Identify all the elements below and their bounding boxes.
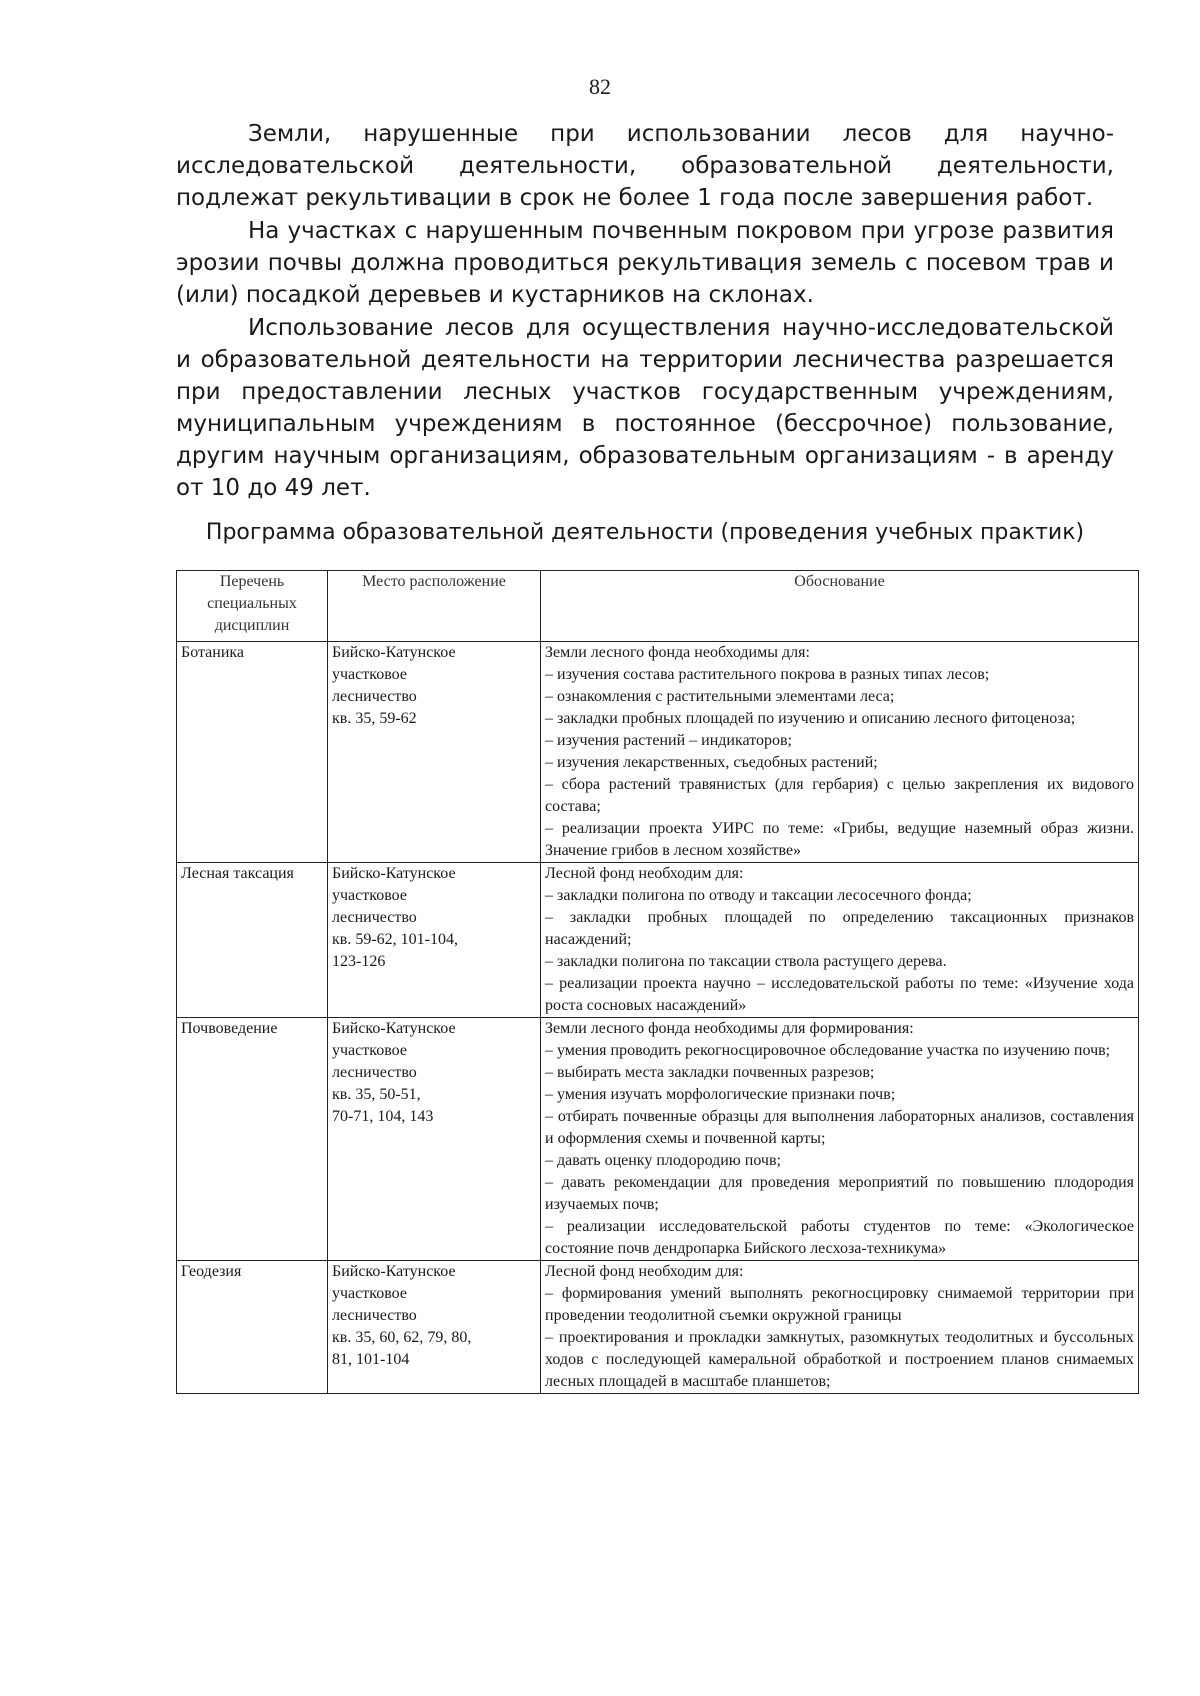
basis-line: – умения изучать морфологические признаки почв; [545, 1086, 896, 1103]
body-text [176, 118, 1114, 505]
table-row [177, 1018, 1139, 1261]
basis-line: – закладки полигона по таксации ствола растущего дерева. [545, 953, 947, 970]
basis-line: – отбирать почвенные образцы для выполнения лабораторных анализов, составления и оформления схемы и почвенной карты; [545, 1108, 1134, 1147]
basis-cell [541, 642, 1139, 863]
location-cell [328, 863, 541, 1018]
discipline-cell: Лесная таксация [177, 863, 328, 1018]
location-line: 70-71, 104, 143 [332, 1108, 434, 1125]
header-basis: Обоснование [541, 571, 1139, 642]
basis-line: – проектирования и прокладки замкнутых, разомкнутых теодолитных и буссольных ходов с последующей камеральной обработкой и построением планов снимаемых лесных площадей в масштабе планшетов; [545, 1329, 1134, 1390]
location-line: 81, 101-104 [332, 1351, 410, 1368]
header-location: Место расположение [328, 571, 541, 642]
table-row [177, 863, 1139, 1018]
location-line: лесничество [332, 1307, 417, 1324]
paragraph: Использование лесов для осуществления научно-исследовательской и образовательной деятельности на территории лесничества разрешается при предоставлении лесных участков государственным учреждениям, муниципальным учреждениям в постоянное (бессрочное) пользование, другим научным организациям, образовательным организациям - в аренду от 10 до 49 лет. [176, 315, 1114, 501]
header-disciplines: Перечень специальных дисциплин [177, 571, 328, 642]
location-line: участковое [332, 666, 407, 683]
location-line: Бийско-Катунское [332, 1020, 456, 1037]
location-line: лесничество [332, 688, 417, 705]
basis-line: – реализации исследовательской работы студентов по теме: «Экологическое состояние почв дендропарка Бийского лесхоза-техникума» [545, 1218, 1134, 1257]
basis-line: – изучения состава растительного покрова в разных типах лесов; [545, 666, 990, 683]
paragraph: Земли, нарушенные при использовании лесов для научно-исследовательской деятельности, образовательной деятельности, подлежат рекультивации в срок не более 1 года после завершения работ. [176, 121, 1114, 211]
location-line: 123-126 [332, 953, 386, 970]
location-line: участковое [332, 887, 407, 904]
basis-line: – давать рекомендации для проведения мероприятий по повышению плодородия изучаемых почв; [545, 1174, 1134, 1213]
table-header-row [177, 571, 1139, 642]
basis-line: – закладки пробных площадей по определению таксационных признаков насаждений; [545, 909, 1134, 948]
location-cell [328, 642, 541, 863]
discipline-cell: Геодезия [177, 1261, 328, 1394]
location-line: Бийско-Катунское [332, 865, 456, 882]
basis-cell [541, 863, 1139, 1018]
basis-cell [541, 1261, 1139, 1394]
basis-line: – изучения лекарственных, съедобных растений; [545, 754, 878, 771]
basis-line: – закладки пробных площадей по изучению и описанию лесного фитоценоза; [545, 710, 1076, 727]
basis-line: – реализации проекта научно – исследовательской работы по теме: «Изучение хода роста сосновых насаждений» [545, 975, 1134, 1014]
table-title: Программа образовательной деятельности (проведения учебных практик) [205, 520, 1085, 545]
location-line: лесничество [332, 1064, 417, 1081]
location-line: Бийско-Катунское [332, 1263, 456, 1280]
basis-line: – давать оценку плодородию почв; [545, 1152, 781, 1169]
page-number: 82 [589, 74, 611, 99]
basis-line: Лесной фонд необходим для: [545, 1263, 744, 1280]
basis-line: – изучения растений – индикаторов; [545, 732, 792, 749]
location-line: кв. 35, 60, 62, 79, 80, [332, 1329, 472, 1346]
location-line: кв. 59-62, 101-104, [332, 931, 458, 948]
basis-line: Земли лесного фонда необходимы для: [545, 644, 810, 661]
basis-cell [541, 1018, 1139, 1261]
education-program-table [176, 570, 1139, 1394]
discipline-cell: Ботаника [177, 642, 328, 863]
location-line: кв. 35, 50-51, [332, 1086, 421, 1103]
table-row [177, 642, 1139, 863]
location-line: участковое [332, 1285, 407, 1302]
basis-line: Лесной фонд необходим для: [545, 865, 744, 882]
basis-line: – закладки полигона по отводу и таксации лесосечного фонда; [545, 887, 972, 904]
basis-line: – ознакомления с растительными элементами леса; [545, 688, 895, 705]
basis-line: – реализации проекта УИРС по теме: «Грибы, ведущие наземный образ жизни. Значение грибов в лесном хозяйстве» [545, 820, 1134, 859]
location-cell [328, 1018, 541, 1261]
basis-line: – формирования умений выполнять рекогносцировку снимаемой территории при проведении теодолитной съемки окружной границы [545, 1285, 1134, 1324]
basis-line: – выбирать места закладки почвенных разрезов; [545, 1064, 875, 1081]
location-line: кв. 35, 59-62 [332, 710, 417, 727]
location-line: лесничество [332, 909, 417, 926]
location-line: участковое [332, 1042, 407, 1059]
location-cell [328, 1261, 541, 1394]
discipline-cell: Почвоведение [177, 1018, 328, 1261]
basis-line: – сбора растений травянистых (для гербария) с целью закрепления их видового состава; [545, 776, 1134, 815]
paragraph: На участках с нарушенным почвенным покровом при угрозе развития эрозии почвы должна проводиться рекультивация земель с посевом трав и (или) посадкой деревьев и кустарников на склонах. [176, 218, 1114, 308]
basis-line: – умения проводить рекогносцировочное обследование участка по изучению почв; [545, 1042, 1111, 1059]
location-line: Бийско-Катунское [332, 644, 456, 661]
basis-line: Земли лесного фонда необходимы для формирования: [545, 1020, 914, 1037]
table-row [177, 1261, 1139, 1394]
